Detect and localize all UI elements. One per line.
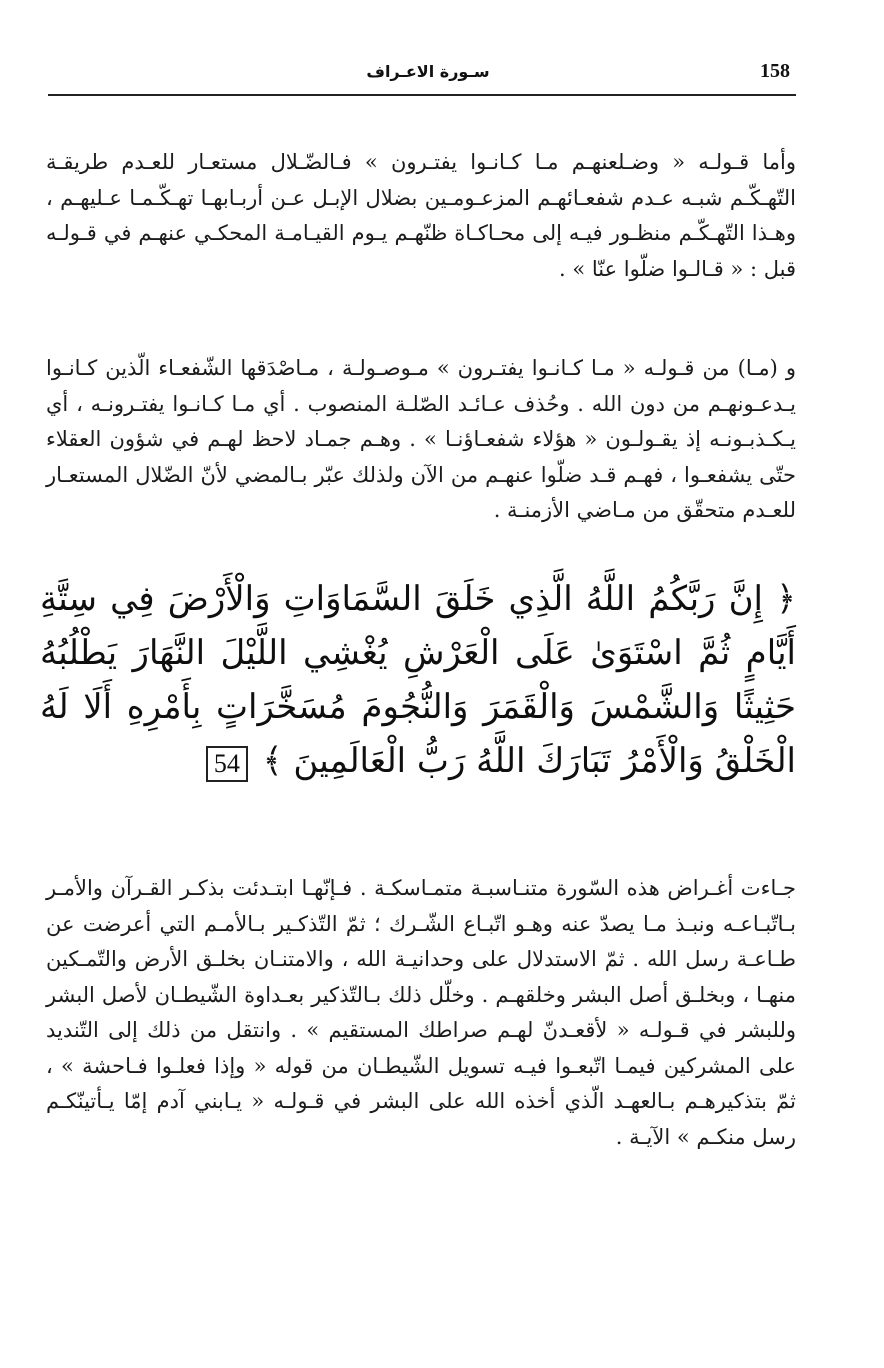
commentary-paragraph-1: وأما قـولـه « وضـلعنهـم مـا كـانـوا يفتـرون » فـالضّـلال مستعـار للعـدم طريقـة التّهـكّـم شبـه عـدم شفعـائهـم المزعـومـين بضلال الإبـل عـن أربـابهـا تهـكّـمـا عـليهـم ، وهـذا التّهـكّـم منظـور فيـه إلى محـاكـاة ظنّهـم يـوم القيـامـة المحكـي عنهـم في قـولـه قبل : « قـالـوا ضلّوا عنّا » . xyxy=(46,150,796,281)
page-header xyxy=(48,58,794,92)
verse-number: 54 xyxy=(206,746,248,782)
page-number: 158 xyxy=(760,60,790,82)
header-rule xyxy=(48,94,796,96)
commentary-paragraph-2: و (مـا) من قـولـه « مـا كـانـوا يفتـرون » مـوصـولـة ، مـاصْدَقها الشّفعـاء الّذين كـانـوا يـدعـونهـم من دون الله . وحُذف عـائـد الصّلـة المنصوب . أي مـا كـانـوا يفتـرونـه ، أي يـكـذبـونـه إذ يقـولـون « هؤلاء شفعـاؤنـا » . وهـم جمـاد لاحظ لهـم في شؤون العقلاء حتّى يشفعـوا ، فهـم قـد ضلّوا عنهـم من الآن ولذلك عبّر بـالمضي لأنّ الضّلال المستعـار للعـدم متحقّق من مـاضي الأزمنـة . xyxy=(46,356,796,522)
commentary-paragraph-3: جـاءت أغـراض هذه السّورة متنـاسبـة متمـاسكـة . فـإنّهـا ابتـدئت بذكـر القـرآن والأمـر بـاتّبـاعـه ونبـذ مـا يصدّ عنه وهـو اتّبـاع الشّـرك ؛ ثمّ التّذكـير بـالأمـم التي أعرضت عن طـاعـة رسل الله . ثمّ الاستدلال على وحدانيـة الله ، والامتنـان بخلـق الأرض والتّمـكين منهـا ، وبخلـق أصل البشر وخلقهـم . وخلّل ذلك بـالتّذكير بعـداوة الشّيطـان لأصل البشر وللبشر في قـولـه « لأقعـدنّ لهـم صراطك المستقيم » . وانتقل من ذلك إلى التّنديد على المشركين فيمـا اتّبعـوا فيـه تسويل الشّيطـان من قوله « وإذا فعلـوا فـاحشة » ، ثمّ بتذكيرهـم بـالعهـد الّذي أخذه الله على البشر في قـولـه « يـابني آدم إمّا يـأتينّكـم رسل منكـم » الآيـة . xyxy=(46,876,796,1149)
verse-text: ﴿ إِنَّ رَبَّكُمُ اللَّهُ الَّذِي خَلَقَ السَّمَاوَاتِ وَالْأَرْضَ فِي سِتَّةِ أَيَّامٍ ثُمَّ اسْتَوَىٰ عَلَى الْعَرْشِ يُغْشِي اللَّيْلَ النَّهَارَ يَطْلُبُهُ حَثِيثًا وَالشَّمْسَ وَالْقَمَرَ وَالنُّجُومَ مُسَخَّرَاتٍ بِأَمْرِهِ أَلَا لَهُ الْخَلْقُ وَالْأَمْرُ تَبَارَكَ اللَّهُ رَبُّ الْعَالَمِينَ ﴾ xyxy=(40,579,796,781)
quran-verse xyxy=(40,572,796,788)
running-title: سـورة الاعـراف xyxy=(366,62,490,81)
